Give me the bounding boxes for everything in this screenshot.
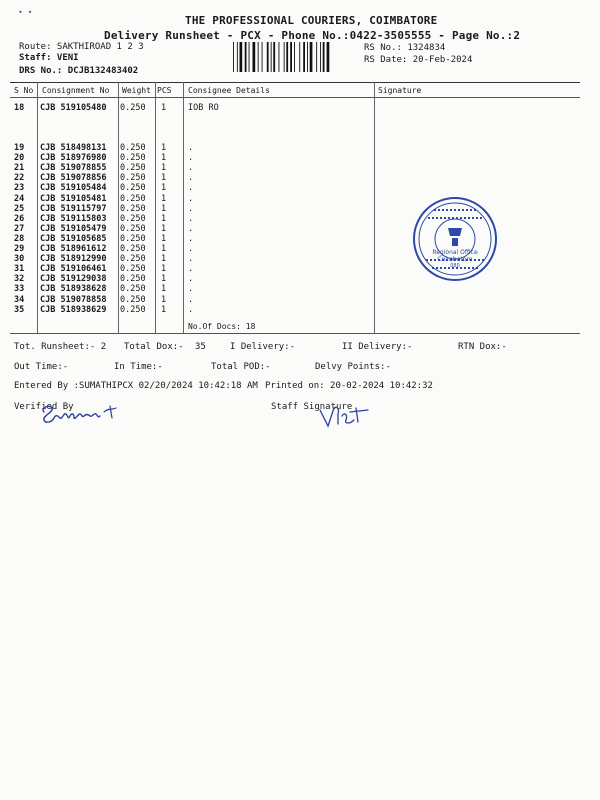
- row-weight: 0.250: [120, 163, 146, 174]
- row-weight: 0.250: [120, 233, 146, 244]
- barcode-bar: [290, 42, 292, 72]
- svg-text:Regional Office: Regional Office: [432, 249, 478, 256]
- row-pcs: 1: [161, 244, 167, 254]
- row-consignee-details: .: [188, 143, 194, 153]
- row-consignment-no: CJB 519105480: [40, 103, 107, 113]
- row-consignee-details: .: [188, 304, 194, 315]
- row-pcs: 1: [161, 264, 167, 275]
- i-delivery: I Delivery:-: [230, 342, 296, 352]
- route-label: Route: SAKTHIROAD 1 2 3: [19, 42, 144, 52]
- row-weight: 0.250: [120, 294, 146, 305]
- col-header-consignment: Consignment No: [42, 86, 110, 95]
- row-weight: 0.250: [120, 103, 146, 113]
- barcode-bar: [323, 42, 325, 72]
- rtn-dox: RTN Dox:-: [458, 342, 507, 352]
- out-time: Out Time:-: [14, 362, 69, 372]
- row-sno: 24: [14, 193, 25, 204]
- row-consignee-details: IOB RO: [188, 103, 219, 113]
- row-sno: 21: [14, 163, 25, 174]
- row-weight: 0.250: [120, 274, 146, 285]
- row-consignee-details: .: [188, 163, 194, 174]
- delvy-points: Delvy Points:-: [315, 362, 391, 372]
- row-consignee-details: .: [188, 274, 194, 285]
- row-sno: 29: [14, 244, 25, 254]
- row-consignee-details: .: [188, 173, 194, 184]
- entered-by: Entered By :SUMATHIPCX 02/20/2024 10:42:18 AM: [14, 381, 258, 391]
- row-weight: 0.250: [120, 284, 146, 295]
- row-consignee-details: .: [188, 183, 194, 194]
- row-consignment-no: CJB 519105481: [40, 193, 107, 204]
- row-sno: 32: [14, 274, 25, 285]
- row-sno: 25: [14, 203, 25, 214]
- row-consignment-no: CJB 519115797: [40, 203, 107, 214]
- svg-text:Coimbatore: Coimbatore: [437, 256, 473, 263]
- barcode-bar: [249, 42, 250, 72]
- barcode-bar: [273, 42, 275, 72]
- row-consignee-details: .: [188, 203, 194, 214]
- staff-label: Staff: VENI: [19, 53, 79, 63]
- row-pcs: 1: [161, 223, 167, 234]
- table-row: [0, 274, 600, 284]
- row-consignee-details: .: [188, 153, 194, 164]
- row-pcs: 1: [161, 193, 167, 204]
- table-row: [0, 224, 600, 234]
- col-header-consignee: Consignee Details: [188, 86, 270, 95]
- row-pcs: 1: [161, 233, 167, 244]
- table-bottom-rule: [10, 333, 580, 334]
- barcode-bar: [271, 42, 272, 72]
- row-pcs: 1: [161, 203, 167, 214]
- table-row: [0, 284, 600, 294]
- col-header-sno: S No: [14, 86, 34, 95]
- row-sno: 35: [14, 304, 25, 315]
- row-consignment-no: CJB 519078855: [40, 163, 107, 174]
- row-pcs: 1: [161, 274, 167, 285]
- row-sno: 19: [14, 143, 25, 153]
- svg-text:080: 080: [450, 263, 460, 269]
- row-sno: 26: [14, 213, 25, 224]
- no-of-docs: No.Of Docs: 18: [188, 322, 256, 331]
- table-row: [0, 305, 600, 315]
- table-row: [0, 163, 600, 173]
- row-weight: 0.250: [120, 264, 146, 275]
- row-consignment-no: CJB 519115803: [40, 213, 107, 224]
- row-consignment-no: CJB 519105685: [40, 233, 107, 244]
- row-pcs: 1: [161, 143, 167, 153]
- barcode-bar: [279, 42, 280, 72]
- row-pcs: 1: [161, 284, 167, 295]
- total-dox-label: Total Dox:-: [124, 342, 184, 352]
- row-consignment-no: CJB 519129038: [40, 274, 107, 285]
- table-row: [0, 204, 600, 214]
- barcode-bar: [245, 42, 247, 72]
- total-dox-value: 35: [195, 342, 206, 352]
- row-consignment-no: CJB 518498131: [40, 143, 107, 153]
- row-consignment-no: CJB 519106461: [40, 264, 107, 275]
- table-row: [0, 264, 600, 274]
- table-row: [0, 103, 600, 113]
- row-consignment-no: CJB 519078858: [40, 294, 107, 305]
- table-row: [0, 143, 600, 153]
- row-consignee-details: .: [188, 264, 194, 275]
- row-consignment-no: CJB 519105479: [40, 223, 107, 234]
- col-header-weight: Weight: [122, 86, 151, 95]
- row-sno: 34: [14, 294, 25, 305]
- barcode-bar: [233, 42, 234, 72]
- table-row: [0, 254, 600, 264]
- barcode-bar: [299, 42, 300, 72]
- row-weight: 0.250: [120, 213, 146, 224]
- row-weight: 0.250: [120, 203, 146, 214]
- row-consignee-details: .: [188, 284, 194, 295]
- row-consignee-details: .: [188, 244, 194, 254]
- row-sno: 30: [14, 254, 25, 265]
- row-consignment-no: CJB 518912990: [40, 254, 107, 265]
- table-top-rule: [10, 82, 580, 83]
- row-pcs: 1: [161, 103, 167, 113]
- document-title: THE PROFESSIONAL COURIERS, COIMBATORE: [185, 14, 438, 27]
- document-subtitle: Delivery Runsheet - PCX - Phone No.:0422-3505555 - Page No.:2: [104, 29, 521, 42]
- row-sno: 31: [14, 264, 25, 275]
- barcode-bar: [307, 42, 308, 72]
- barcode-bar: [316, 42, 317, 72]
- table-row: [0, 234, 600, 244]
- row-consignee-details: .: [188, 233, 194, 244]
- row-sno: 22: [14, 173, 25, 184]
- barcode-bar: [284, 42, 285, 72]
- row-pcs: 1: [161, 294, 167, 305]
- staff-signature-label: Staff Signature: [271, 402, 353, 412]
- row-weight: 0.250: [120, 143, 146, 153]
- col-header-pcs: PCS: [157, 86, 172, 95]
- row-weight: 0.250: [120, 173, 146, 184]
- barcode-bar: [240, 42, 243, 72]
- corner-marks: • •: [18, 8, 33, 17]
- barcode-bar: [262, 42, 263, 72]
- row-consignee-details: .: [188, 213, 194, 224]
- row-pcs: 1: [161, 163, 167, 174]
- total-pod: Total POD:-: [211, 362, 271, 372]
- col-header-signature: Signature: [378, 86, 422, 95]
- drs-number: DRS No.: DCJB132483402: [19, 66, 139, 76]
- barcode-bar: [258, 42, 259, 72]
- verifier-signature: [38, 402, 128, 428]
- table-row: [0, 173, 600, 183]
- row-consignment-no: CJB 519078856: [40, 173, 107, 184]
- staff-signature: [316, 402, 372, 430]
- tot-runsheet: Tot. Runsheet:- 2: [14, 342, 107, 352]
- barcode-bar: [286, 42, 288, 72]
- row-weight: 0.250: [120, 244, 146, 254]
- row-pcs: 1: [161, 173, 167, 184]
- row-consignment-no: CJB 518938628: [40, 284, 107, 295]
- row-sno: 33: [14, 284, 25, 295]
- row-consignment-no: CJB 518976980: [40, 153, 107, 164]
- table-row: [0, 214, 600, 224]
- row-sno: 27: [14, 223, 25, 234]
- row-consignment-no: CJB 519105484: [40, 183, 107, 194]
- verified-by-label: Verified By: [14, 402, 74, 412]
- barcode-bar: [327, 42, 330, 72]
- barcode-bar: [267, 42, 269, 72]
- row-consignee-details: .: [188, 254, 194, 265]
- row-consignee-details: .: [188, 223, 194, 234]
- row-pcs: 1: [161, 183, 167, 194]
- row-weight: 0.250: [120, 223, 146, 234]
- row-sno: 28: [14, 233, 25, 244]
- printed-on: Printed on: 20-02-2024 10:42:32: [265, 381, 433, 391]
- table-header-rule: [10, 97, 580, 98]
- in-time: In Time:-: [114, 362, 163, 372]
- row-weight: 0.250: [120, 153, 146, 164]
- row-weight: 0.250: [120, 304, 146, 315]
- row-pcs: 1: [161, 213, 167, 224]
- barcode-bar: [237, 42, 238, 72]
- row-weight: 0.250: [120, 254, 146, 265]
- row-consignment-no: CJB 518961612: [40, 244, 107, 254]
- rs-date: RS Date: 20-Feb-2024: [364, 55, 473, 65]
- table-row: [0, 295, 600, 305]
- table-row: [0, 194, 600, 204]
- ii-delivery: II Delivery:-: [342, 342, 413, 352]
- barcode-bar: [303, 42, 305, 72]
- row-pcs: 1: [161, 304, 167, 315]
- barcode-bar: [320, 42, 321, 72]
- table-row: [0, 244, 600, 254]
- barcode-bar: [310, 42, 313, 72]
- barcode-bar: [253, 42, 256, 72]
- table-row: [0, 183, 600, 193]
- row-weight: 0.250: [120, 193, 146, 204]
- bank-seal-stamp: [412, 196, 498, 282]
- row-consignee-details: .: [188, 294, 194, 305]
- row-sno: 18: [14, 103, 25, 113]
- table-row: [0, 153, 600, 163]
- barcode: [233, 42, 357, 72]
- row-consignee-details: .: [188, 193, 194, 204]
- row-pcs: 1: [161, 254, 167, 265]
- row-sno: 23: [14, 183, 25, 194]
- row-consignment-no: CJB 518938629: [40, 304, 107, 315]
- row-pcs: 1: [161, 153, 167, 164]
- rs-number: RS No.: 1324834: [364, 43, 446, 53]
- row-weight: 0.250: [120, 183, 146, 194]
- barcode-bar: [294, 42, 295, 72]
- row-sno: 20: [14, 153, 25, 164]
